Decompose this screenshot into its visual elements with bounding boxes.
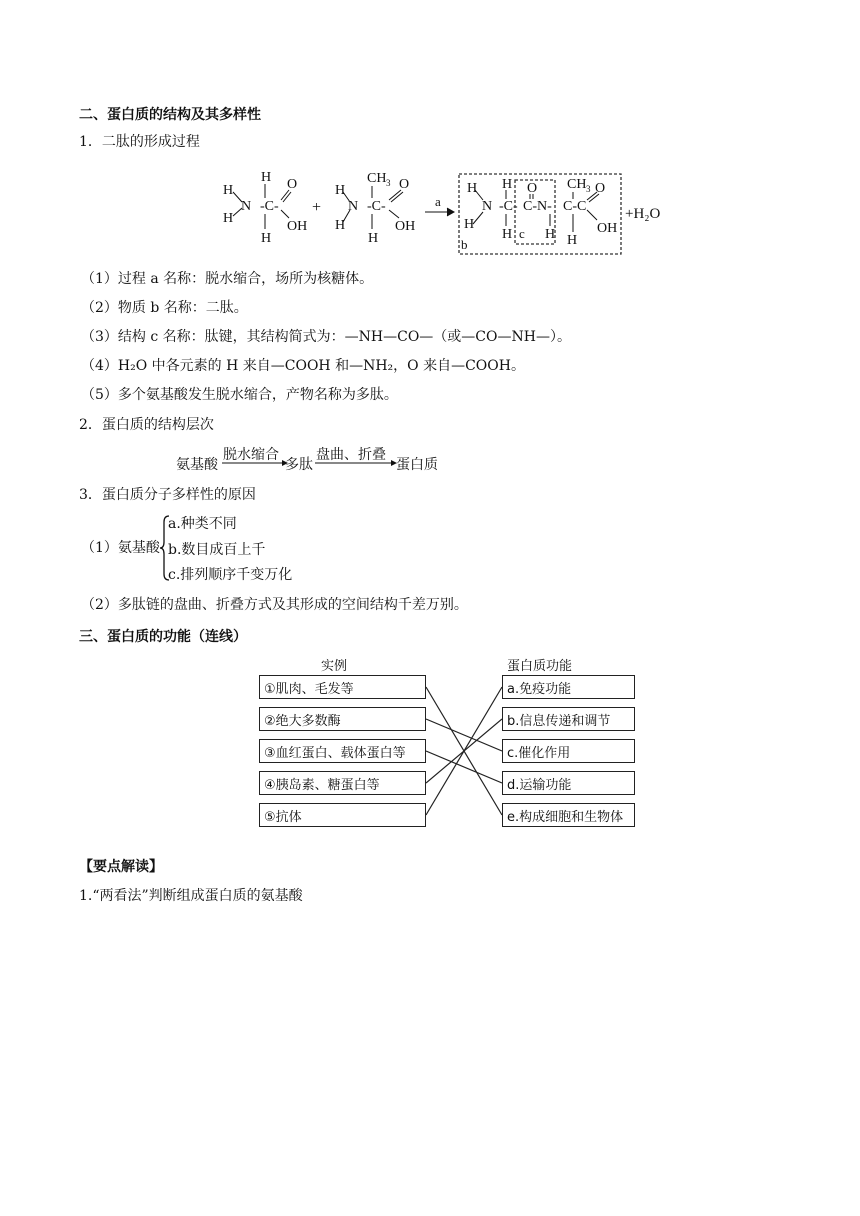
matching-lines [426,675,502,827]
example-box-3: ③血红蛋白、载体蛋白等 [259,739,426,763]
functions-header: 蛋白质功能 [507,659,573,674]
hierarchy-end: 蛋白质 [396,457,438,473]
function-box-a: a.免疫功能 [502,675,635,699]
hierarchy-step2-label: 盘曲、折叠 [316,447,386,463]
function-box-d: d.运输功能 [502,771,635,795]
svg-text:OH: OH [395,219,416,234]
svg-text:OH: OH [597,221,618,236]
point-2: （2）物质 b 名称：二肽。 [81,300,248,316]
example-box-1: ①肌肉、毛发等 [259,675,426,699]
section2-heading: 二、蛋白质的结构及其多样性 [79,107,261,123]
svg-text:H: H [368,231,379,246]
line-3-d [426,751,502,783]
reason1-label: （1）氨基酸 [81,540,160,556]
point-1: （1）过程 a 名称：脱水缩合，场所为核糖体。 [81,271,374,287]
examples-header: 实例 [321,659,348,674]
svg-text:-C-: -C- [260,199,279,214]
svg-text:H: H [261,170,272,185]
svg-text:H: H [502,227,513,242]
section3-heading: 三、蛋白质的功能（连线） [79,629,247,645]
item3-title: 3．蛋白质分子多样性的原因 [79,487,256,503]
point-3: （3）结构 c 名称：肽键，其结构简式为：—NH—CO—（或—CO—NH—）。 [81,329,571,345]
svg-text:-C-: -C- [499,199,518,214]
reason2: （2）多肽链的盘曲、折叠方式及其形成的空间结构千差万别。 [81,597,468,613]
reason1-item-c: c.排列顺序千变万化 [168,567,293,583]
svg-text:H: H [502,177,513,192]
svg-text:H: H [567,233,578,248]
svg-text:H: H [545,227,556,242]
reason1-item-a: a.种类不同 [168,516,237,532]
svg-text:H: H [261,231,272,246]
function-box-c: c.催化作用 [502,739,635,763]
label-b: b [461,237,468,252]
arrow-label: a [435,194,441,209]
item2-title: 2．蛋白质的结构层次 [79,417,214,433]
svg-text:H: H [467,181,478,196]
svg-text:C-C: C-C [563,199,587,214]
svg-text:H: H [464,217,475,232]
svg-text:H: H [335,183,346,198]
svg-text:N: N [241,199,252,214]
svg-text:O: O [595,181,606,196]
function-box-e: e.构成细胞和生物体 [502,803,635,827]
key-points-heading: 【要点解读】 [79,859,163,875]
hierarchy-arrow-1 [222,458,288,468]
label-c: c [519,226,525,241]
example-box-4: ④胰岛素、糖蛋白等 [259,771,426,795]
example-box-2: ②绝大多数酶 [259,707,426,731]
hierarchy-start: 氨基酸 [176,457,218,473]
svg-text:-C-: -C- [367,199,386,214]
svg-text:3: 3 [386,178,391,188]
point-5: （5）多个氨基酸发生脱水缩合，产物名称为多肽。 [81,387,398,403]
svg-text:CH: CH [367,171,387,186]
line-2-c [426,719,502,751]
svg-text:O: O [527,181,538,196]
dipeptide-formation-diagram [215,166,675,258]
reason1-item-b: b.数目成百上千 [168,542,266,558]
svg-text:3: 3 [586,184,591,194]
plus-sign: + [312,199,322,216]
example-box-5: ⑤抗体 [259,803,426,827]
svg-text:H: H [223,183,234,198]
svg-text:H: H [223,211,234,226]
item1-title: 1．二肽的形成过程 [79,134,200,150]
water-product: +H₂O [625,206,661,222]
svg-text:N: N [348,199,359,214]
svg-text:CH: CH [567,177,587,192]
svg-text:OH: OH [287,219,308,234]
hierarchy-step1-label: 脱水缩合 [223,447,279,463]
svg-text:N: N [482,199,493,214]
key-point-1: 1.“两看法”判断组成蛋白质的氨基酸 [79,888,303,904]
hierarchy-mid: 多肽 [285,457,313,473]
function-box-b: b.信息传递和调节 [502,707,635,731]
svg-text:O: O [399,177,410,192]
svg-text:O: O [287,177,298,192]
hierarchy-arrow-2 [315,458,397,468]
point-4: （4）H₂O 中各元素的 H 来自—COOH 和—NH₂，O 来自—COOH。 [81,358,525,374]
svg-text:H: H [335,218,346,233]
svg-text:C-N-: C-N- [523,199,552,214]
